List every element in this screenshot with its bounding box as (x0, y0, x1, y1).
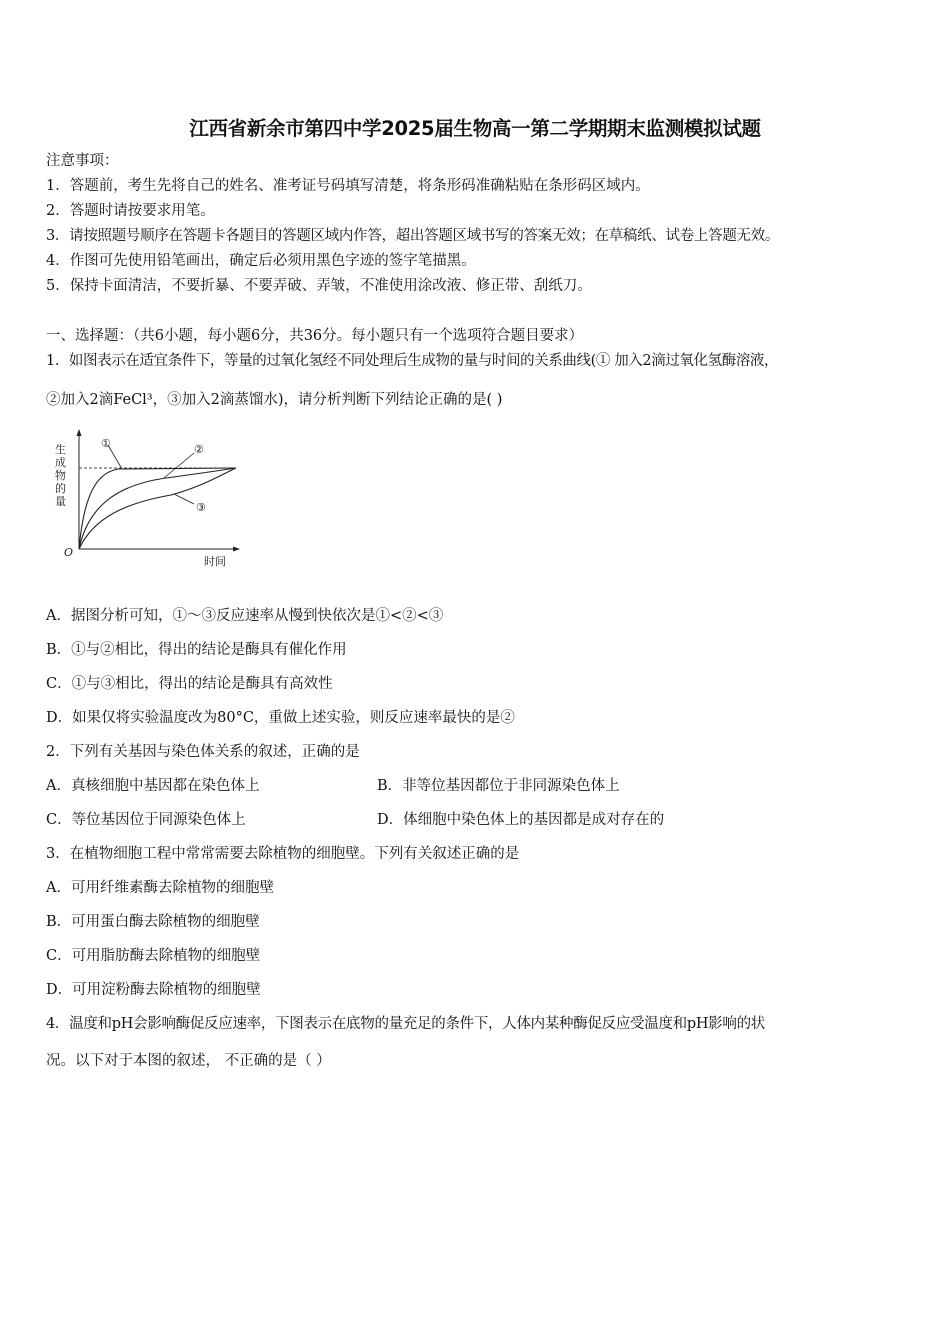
q2-option-a: A．真核细胞中基因都在染色体上 (46, 778, 260, 794)
notice-item-3: 3．请按照题号顺序在答题卡各题目的答题区域内作答，超出答题区域书写的答案无效；在草稿纸、试卷上答题无效。 (46, 228, 780, 244)
curve-3 (79, 468, 236, 549)
q1-option-d: D．如果仅将实验温度改为80°C，重做上述实验，则反应速率最快的是② (46, 710, 515, 726)
q2-option-b: B．非等位基因都位于非同源染色体上 (377, 778, 620, 794)
q3-option-d: D．可用淀粉酶去除植物的细胞壁 (46, 982, 261, 998)
y-label-char-3: 物 (55, 469, 66, 482)
curve-label-2: ② (194, 443, 204, 456)
y-axis-arrow (77, 429, 82, 436)
notice-item-5: 5．保持卡面清洁，不要折暴、不要弄破、弄皱，不准使用涂改液、修正带、刮纸刀。 (46, 278, 592, 294)
y-label-char-5: 量 (55, 495, 66, 508)
q3-option-b: B．可用蛋白酶去除植物的细胞壁 (46, 914, 260, 930)
q1-option-b: B．①与②相比，得出的结论是酶具有催化作用 (46, 642, 347, 658)
q2-option-c: C．等位基因位于同源染色体上 (46, 812, 246, 828)
q1-option-c: C．①与③相比，得出的结论是酶具有高效性 (46, 676, 333, 692)
y-label-char-2: 成 (55, 456, 66, 469)
y-label-char-4: 的 (55, 482, 66, 495)
notice-item-1: 1．答题前，考生先将自己的姓名、准考证号码填写清楚，将条形码准确粘贴在条形码区域内。 (46, 178, 650, 194)
leader-3 (174, 494, 194, 504)
x-axis-arrow (233, 547, 240, 552)
section-heading: 一、选择题：（共6小题，每小题6分，共36分。每小题只有一个选项符合题目要求） (46, 328, 584, 344)
x-axis-label: 时间 (204, 555, 226, 568)
q4-stem-line1: 4．温度和pH会影响酶促反应速率，下图表示在底物的量充足的条件下，人体内某种酶促反应受温度和pH影响的状 (46, 1016, 765, 1032)
origin-label: O (64, 546, 74, 559)
q3-stem: 3．在植物细胞工程中常常需要去除植物的细胞壁。下列有关叙述正确的是 (46, 846, 520, 862)
q1-stem-line1: 1．如图表示在适宜条件下，等量的过氧化氢经不同处理后生成物的量与时间的关系曲线(① 加入2滴过氧化氢酶溶液， (46, 353, 779, 369)
q1-figure (46, 425, 246, 570)
q1-curve-graph (46, 425, 246, 570)
curve-2 (79, 468, 236, 549)
notice-item-2: 2．答题时请按要求用笔。 (46, 203, 215, 219)
q3-option-a: A．可用纤维素酶去除植物的细胞壁 (46, 880, 274, 896)
q2-option-d: D．体细胞中染色体上的基因都是成对存在的 (377, 812, 665, 828)
page-title: 江西省新余市第四中学2025届生物高一第二学期期末监测模拟试题 (189, 117, 761, 140)
curve-label-3: ③ (196, 501, 206, 514)
q4-stem-line2: 况。以下对于本图的叙述， 不正确的是（ ） (46, 1053, 331, 1069)
q1-option-a: A．据图分析可知，①～③反应速率从慢到快依次是①<②<③ (46, 608, 444, 624)
y-label-char-1: 生 (55, 443, 66, 456)
q2-stem: 2．下列有关基因与染色体关系的叙述，正确的是 (46, 744, 360, 760)
notice-heading: 注意事项： (46, 153, 119, 169)
notice-item-4: 4．作图可先使用铅笔画出，确定后必须用黑色字迹的签字笔描黑。 (46, 253, 476, 269)
curve-1 (79, 468, 236, 549)
q1-stem-line2: ②加入2滴FeCl³，③加入2滴蒸馏水)，请分析判断下列结论正确的是( ) (46, 392, 503, 408)
q3-option-c: C．可用脂肪酶去除植物的细胞壁 (46, 948, 261, 964)
curve-label-1: ① (101, 437, 111, 450)
